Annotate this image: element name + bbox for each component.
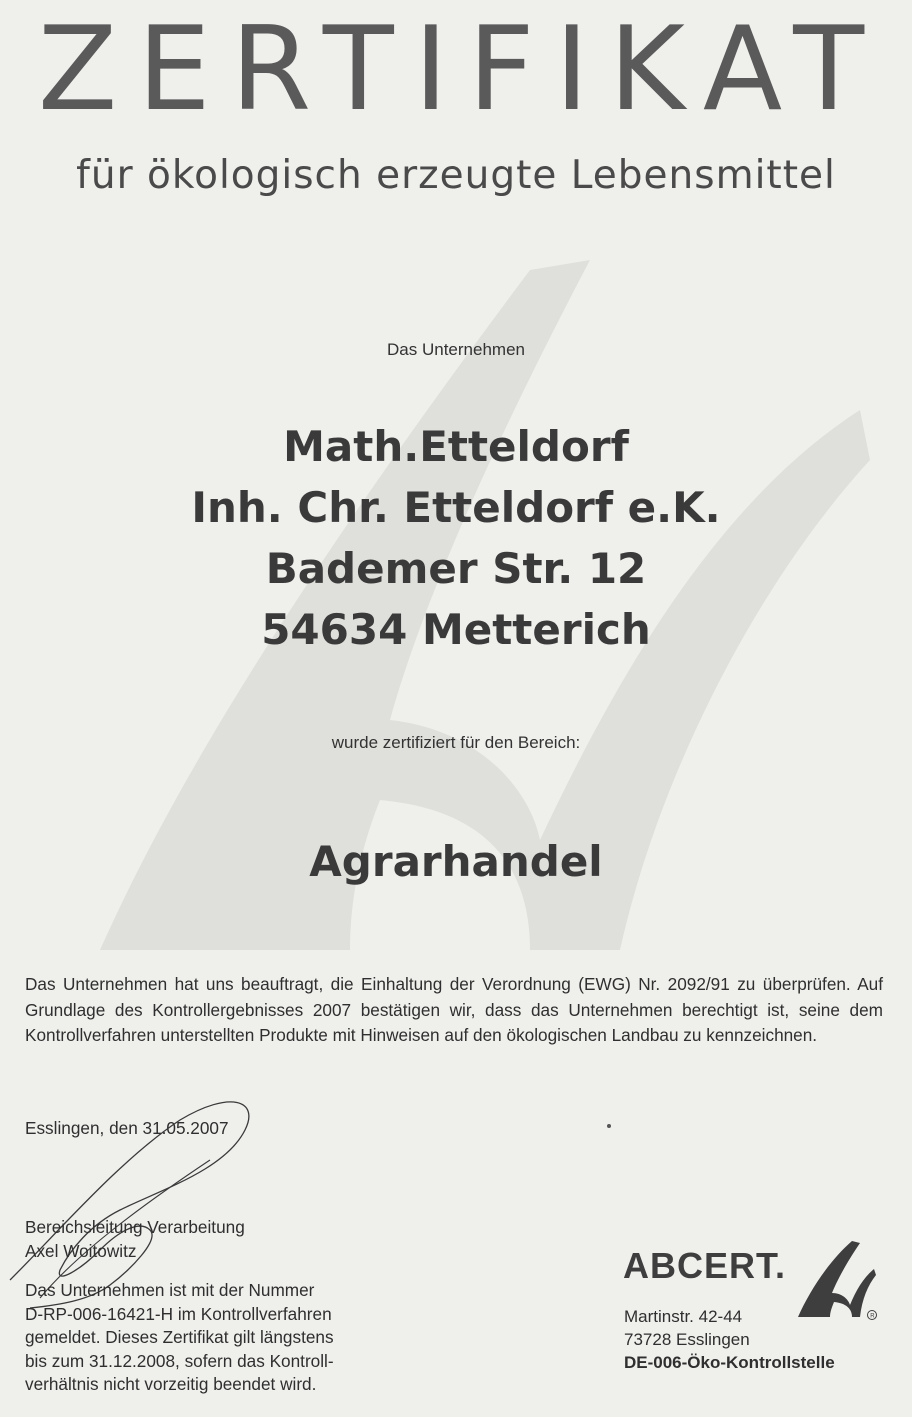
certified-field: Agrarhandel: [309, 837, 603, 886]
svg-text:R: R: [870, 1313, 875, 1320]
issuer-street: Martinstr. 42-44: [624, 1307, 743, 1326]
certificate-body-text: Das Unternehmen hat uns beauftragt, die Einhaltung der Verordnung (EWG) Nr. 2092/91 zu überprüfen. Auf Grundlage des Kontrollergebnisses 2007 bestätigen wir, dass das Unternehmen berechtigt ist, seine dem Kontrollverfahren unterstellten Produkte mit Hinweisen auf den ökologischen Landbau zu kennzeichnen.: [25, 974, 883, 1045]
signatory-block: [25, 1216, 445, 1263]
registration-line: verhältnis nicht vorzeitig beendet wird.: [25, 1374, 317, 1394]
place-date: Esslingen, den 31.05.2007: [25, 1118, 229, 1138]
registration-block: [25, 1279, 445, 1397]
company-street: Bademer Str. 12: [265, 544, 647, 593]
registration-line: bis zum 31.12.2008, sofern das Kontroll-: [25, 1350, 334, 1371]
certificate-subtitle: für ökologisch erzeugte Lebensmittel: [76, 153, 836, 198]
certified-for-label: wurde zertifiziert für den Bereich:: [331, 733, 581, 752]
intro-label: Das Unternehmen: [387, 340, 525, 359]
ink-dot: [607, 1124, 611, 1128]
certificate-title: ZERTIFIKAT: [37, 2, 885, 137]
issuer-authority: DE-006-Öko-Kontrollstelle: [624, 1353, 835, 1372]
registration-line: Das Unternehmen ist mit der Nummer: [25, 1280, 315, 1300]
registration-line: gemeldet. Dieses Zertifikat gilt längstens: [25, 1327, 334, 1347]
company-block: [0, 416, 912, 660]
abcert-logo-text: ABCERT.: [623, 1245, 787, 1286]
company-name: Math.Etteldorf: [283, 422, 629, 471]
issuer-city: 73728 Esslingen: [624, 1330, 750, 1349]
issuer-address: [624, 1305, 835, 1374]
signatory-role: Bereichsleitung Verarbeitung: [25, 1217, 245, 1237]
handwritten-signature-icon: [0, 1080, 300, 1310]
company-city: 54634 Metterich: [261, 605, 651, 654]
signatory-name: Axel Woitowitz: [25, 1240, 137, 1261]
company-owner: Inh. Chr. Etteldorf e.K.: [191, 483, 721, 532]
registration-line: D-RP-006-16421-H im Kontrollverfahren: [25, 1303, 332, 1324]
